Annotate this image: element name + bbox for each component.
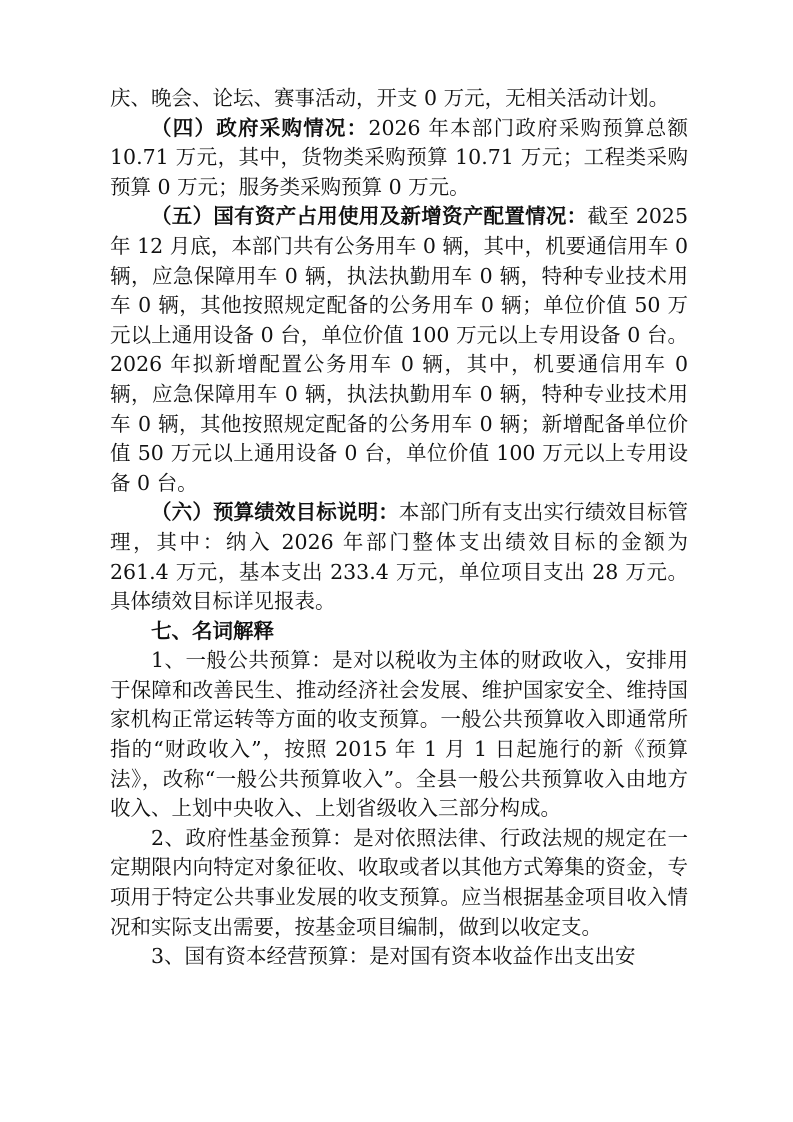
paragraph-heading: （五）国有资产占用使用及新增资产配置情况：: [151, 204, 588, 229]
paragraph-text: 本部门所有支出实行绩效目标管理，其中：纳入 2026 年部门整体支出绩效目标的金额为 261.4 万元，基本支出 233.4 万元，单位项目支出 28 万元。具体绩效目标详见报表。: [110, 500, 689, 614]
paragraph-activities-continuation: [110, 84, 688, 114]
paragraph-heading: （六）预算绩效目标说明：: [151, 500, 399, 525]
paragraph-general-public-budget: [110, 646, 688, 824]
paragraph-government-fund-budget: [110, 824, 688, 942]
paragraph-state-capital-budget: [110, 942, 688, 972]
paragraph-state-assets: [110, 202, 688, 498]
paragraph-government-procurement: [110, 114, 688, 203]
section-title-glossary: 七、名词解释: [151, 618, 274, 643]
paragraph-performance-goals: [110, 498, 688, 616]
paragraph-text: 2026 年本部门政府采购预算总额 10.71 万元，其中，货物类采购预算 10.71 万元；工程类采购预算 0 万元；服务类采购预算 0 万元。: [110, 115, 689, 199]
paragraph-text: 2、政府性基金预算：是对依照法律、行政法规的规定在一定期限内向特定对象征收、收取或者以其他方式筹集的资金，专项用于特定公共事业发展的收支预算。应当根据基金项目收入情况和实际支出需要，按基金项目编制，做到以收定支。: [110, 825, 688, 939]
paragraph-text: 截至 2025 年 12 月底，本部门共有公务用车 0 辆，其中，机要通信用车 0 辆，应急保障用车 0 辆，执法执勤用车 0 辆，特种专业技术用车 0 辆，其他按照规定配备的公务用车 0 辆；单位价值 50 万元以上通用设备 0 台，单位价值 100 万元以上专用设备 0 台。2026 年拟新增配置公务用车 0 辆，其中，机要通信用车 0 辆，应急保障用车 0 辆，执法执勤用车 0 辆，特种专业技术用车 0 辆，其他按照规定配备的公务用车 0 辆；新增配备单位价值 50 万元以上通用设备 0 台，单位价值 100 万元以上专用设备 0 台。: [110, 204, 689, 495]
paragraph-text: 庆、晚会、论坛、赛事活动，开支 0 万元，无相关活动计划。: [110, 86, 670, 110]
document-page: [110, 84, 688, 972]
paragraph-text: 3、国有资本经营预算：是对国有资本收益作出支出安: [151, 944, 636, 969]
paragraph-heading: （四）政府采购情况：: [151, 115, 369, 140]
paragraph-text: 1、一般公共预算：是对以税收为主体的财政收入，安排用于保障和改善民生、推动经济社会发展、维护国家安全、维持国家机构正常运转等方面的收支预算。一般公共预算收入即通常所指的“财政收入”，按照 2015 年 1 月 1 日起施行的新《预算法》，改称“一般公共预算收入”。全县一般公共预算收入由地方收入、上划中央收入、上划省级收入三部分构成。: [110, 648, 688, 821]
